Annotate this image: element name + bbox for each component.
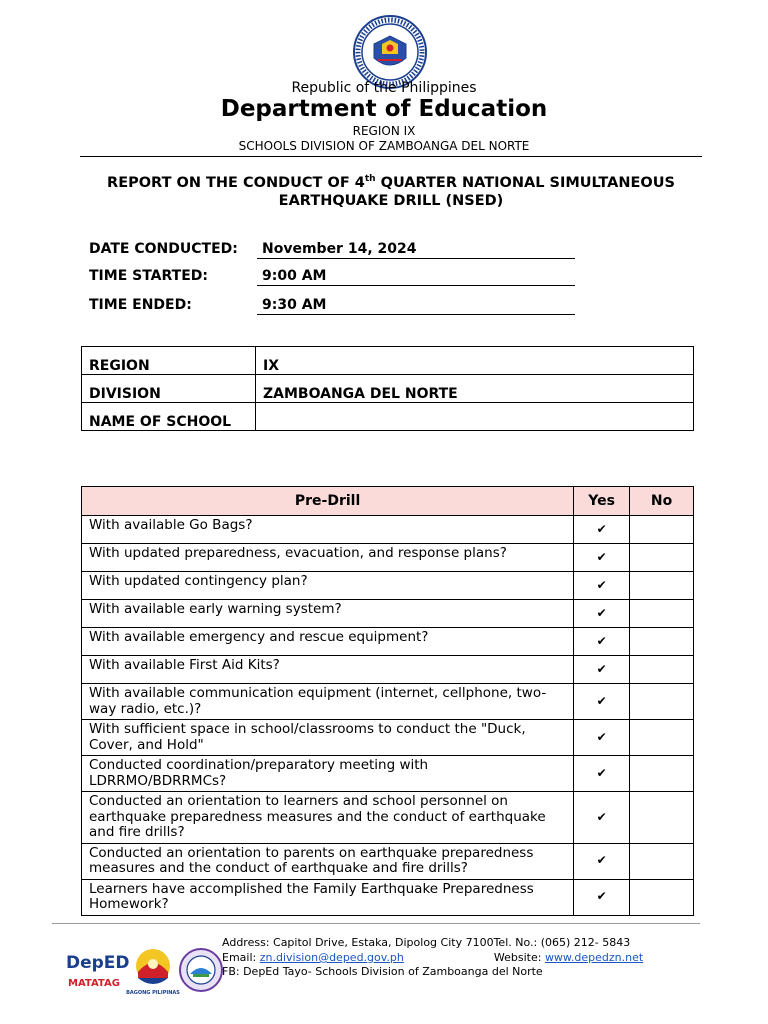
region-label: REGION <box>82 347 256 375</box>
no-checkbox[interactable] <box>630 843 694 879</box>
department-title: Department of Education <box>220 96 548 122</box>
table-row <box>82 720 694 756</box>
checklist-question: Learners have accomplished the Family Earthquake Preparedness Homework? <box>82 879 574 915</box>
checklist-question: Conducted an orientation to parents on earthquake preparedness measures and the conduct of earthquake and fire drills? <box>82 843 574 879</box>
time-started-row <box>89 268 579 288</box>
checklist-question: With updated preparedness, evacuation, and response plans? <box>82 544 574 572</box>
checklist-question: With updated contingency plan? <box>82 572 574 600</box>
checklist-question: With available early warning system? <box>82 600 574 628</box>
table-row <box>82 375 694 403</box>
yes-checkbox[interactable]: ✔ <box>574 879 630 915</box>
no-checkbox[interactable] <box>630 544 694 572</box>
no-checkbox[interactable] <box>630 656 694 684</box>
report-title: REPORT ON THE CONDUCT OF 4th QUARTER NATIONAL SIMULTANEOUS EARTHQUAKE DRILL (NSED) <box>107 174 675 209</box>
school-name-label: NAME OF SCHOOL <box>82 403 256 431</box>
school-info-table <box>81 346 694 431</box>
footer-logos <box>66 944 226 1000</box>
yes-checkbox[interactable]: ✔ <box>574 544 630 572</box>
pre-drill-header: Pre-Drill <box>82 487 574 516</box>
table-row <box>82 628 694 656</box>
footer-facebook: FB: DepEd Tayo- Schools Division of Zamboanga del Norte <box>222 965 543 978</box>
division-label: DIVISION <box>82 375 256 403</box>
no-header: No <box>630 487 694 516</box>
logo-bagong-text: BAGONG PILIPINAS <box>126 990 180 996</box>
table-row <box>82 843 694 879</box>
footer-address: Address: Capitol Drive, Estaka, Dipolog City 7100Tel. No.: (065) 212- 5843 <box>222 936 631 949</box>
date-conducted-field[interactable]: November 14, 2024 <box>257 241 575 259</box>
yes-checkbox[interactable]: ✔ <box>574 756 630 792</box>
table-header-row <box>82 487 694 516</box>
yes-checkbox[interactable]: ✔ <box>574 600 630 628</box>
school-name-field[interactable] <box>256 403 694 431</box>
email-label: Email: <box>222 951 260 964</box>
table-row <box>82 684 694 720</box>
email-link[interactable]: zn.division@deped.gov.ph <box>259 951 404 964</box>
yes-checkbox[interactable]: ✔ <box>574 628 630 656</box>
no-checkbox[interactable] <box>630 879 694 915</box>
checklist-question: With sufficient space in school/classrooms to conduct the "Duck, Cover, and Hold" <box>82 720 574 756</box>
table-row <box>82 572 694 600</box>
header-divider <box>80 156 702 157</box>
checklist-question: Conducted coordination/preparatory meeting with LDRRMO/BDRRMCs? <box>82 756 574 792</box>
time-ended-field[interactable]: 9:30 AM <box>257 297 575 315</box>
division-seal-icon <box>180 949 222 991</box>
bagong-pilipinas-logo-icon <box>126 949 180 996</box>
no-checkbox[interactable] <box>630 792 694 844</box>
no-checkbox[interactable] <box>630 600 694 628</box>
time-ended-label: TIME ENDED: <box>89 297 192 313</box>
yes-checkbox[interactable]: ✔ <box>574 656 630 684</box>
checklist-question: Conducted an orientation to learners and school personnel on earthquake preparedness measures and the conduct of earthquake and fire drills? <box>82 792 574 844</box>
republic-heading: Republic of the Philippines <box>291 80 477 96</box>
checklist-question: With available Go Bags? <box>82 516 574 544</box>
yes-checkbox[interactable]: ✔ <box>574 792 630 844</box>
pre-drill-checklist <box>81 486 694 916</box>
yes-checkbox[interactable]: ✔ <box>574 572 630 600</box>
yes-header: Yes <box>574 487 630 516</box>
division-heading: SCHOOLS DIVISION OF ZAMBOANGA DEL NORTE <box>238 139 530 153</box>
yes-checkbox[interactable]: ✔ <box>574 516 630 544</box>
time-ended-row <box>89 297 579 317</box>
checklist-question: With available emergency and rescue equipment? <box>82 628 574 656</box>
time-started-field[interactable]: 9:00 AM <box>257 268 575 286</box>
table-row <box>82 879 694 915</box>
table-row <box>82 600 694 628</box>
yes-checkbox[interactable]: ✔ <box>574 720 630 756</box>
division-value[interactable]: ZAMBOANGA DEL NORTE <box>256 375 694 403</box>
footer-contact-row <box>222 951 643 964</box>
table-row <box>82 656 694 684</box>
footer-divider <box>52 923 700 924</box>
website-link[interactable]: www.depedzn.net <box>544 951 644 964</box>
table-row <box>82 403 694 431</box>
no-checkbox[interactable] <box>630 628 694 656</box>
region-heading: REGION IX <box>352 124 416 138</box>
deped-seal-icon <box>352 14 428 90</box>
deped-matatag-logo-icon <box>66 953 130 989</box>
website-label: Website: <box>493 951 545 964</box>
no-checkbox[interactable] <box>630 756 694 792</box>
checklist-question: With available communication equipment (internet, cellphone, two-way radio, etc.)? <box>82 684 574 720</box>
time-started-label: TIME STARTED: <box>89 268 208 284</box>
table-row <box>82 347 694 375</box>
table-row <box>82 544 694 572</box>
table-row <box>82 792 694 844</box>
date-conducted-label: DATE CONDUCTED: <box>89 241 238 257</box>
no-checkbox[interactable] <box>630 684 694 720</box>
no-checkbox[interactable] <box>630 720 694 756</box>
date-conducted-row <box>89 241 579 261</box>
logo-deped-text: DepED <box>66 953 130 973</box>
table-row <box>82 756 694 792</box>
table-row <box>82 516 694 544</box>
logo-matatag-text: MATATAG <box>68 978 120 989</box>
checklist-question: With available First Aid Kits? <box>82 656 574 684</box>
yes-checkbox[interactable]: ✔ <box>574 843 630 879</box>
no-checkbox[interactable] <box>630 572 694 600</box>
no-checkbox[interactable] <box>630 516 694 544</box>
yes-checkbox[interactable]: ✔ <box>574 684 630 720</box>
region-value[interactable]: IX <box>256 347 694 375</box>
